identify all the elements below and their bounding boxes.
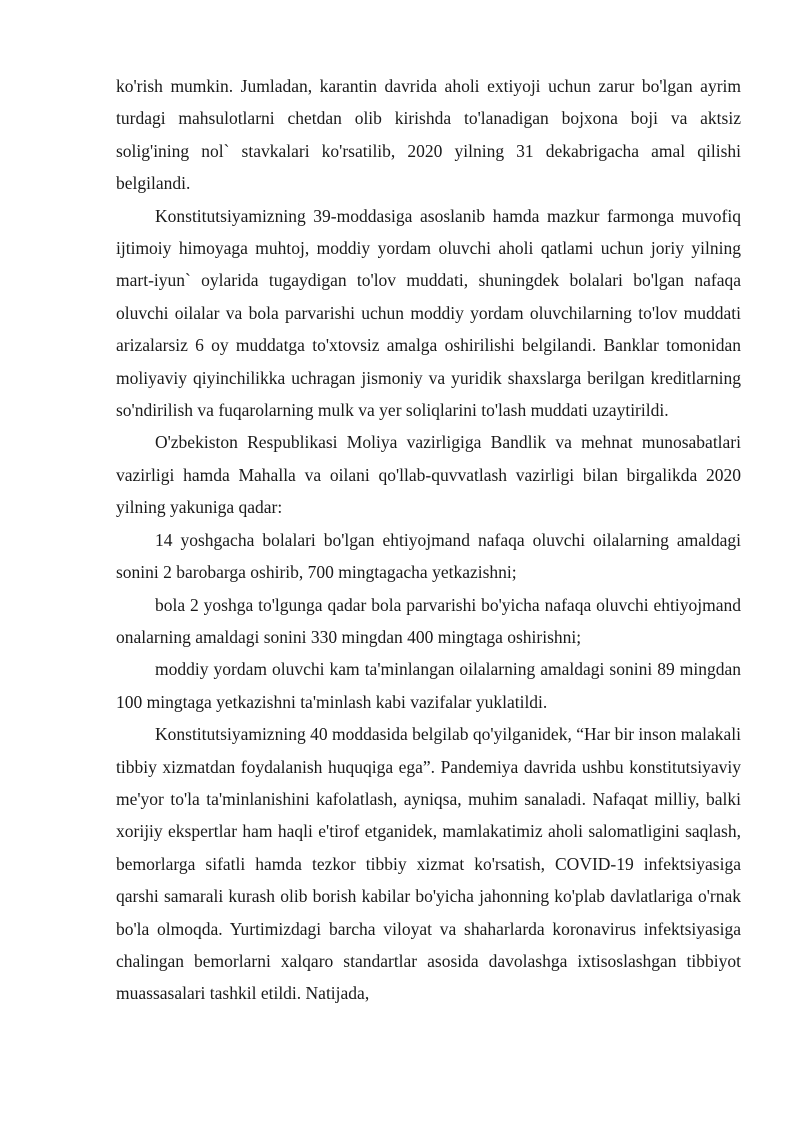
paragraph-constitution-article-39: Konstitutsiyamizning 39-moddasiga asoslanib hamda mazkur farmonga muvofiq ijtimoiy himoyaga muhtoj, moddiy yordam oluvchi aholi qatlami uchun joriy yilning mart-iyun` oylarida tugaydigan to'lov muddati, shuningdek bolalari bo'lgan nafaqa oluvchi oilalar va bola parvarishi uchun moddiy yordam oluvchilarning to'lov muddati arizalarsiz 6 oy muddatga to'xtovsiz amalga oshirilishi belgilandi. Banklar tomonidan moliyaviy qiyinchilikka uchragan jismoniy va yuridik shaxslarga berilgan kreditlarning so'ndirilish va fuqarolarning mulk va yer soliqlarini to'lash muddati uzaytirildi. [116, 205, 741, 421]
document-page [116, 70, 741, 1010]
paragraph-continuation: ko'rish mumkin. Jumladan, karantin davrida aholi extiyoji uchun zarur bo'lgan ayrim turdagi mahsulotlarni chetdan olib kirishda to'lanadigan bojxona boji va aktsiz solig'ining nol` stavkalari ko'rsatilib, 2020 yilning 31 dekabrigacha amal qilishi belgilandi. [116, 76, 741, 194]
paragraph-constitution-article-40: Konstitutsiyamizning 40 moddasida belgilab qo'yilganidek, “Har bir inson malakali tibbiy xizmatdan foydalanish huquqiga ega”. Pandemiya davrida ushbu konstitutsiyaviy me'yor to'la ta'minlanishini kafolatlash, ayniqsa, muhim sanaladi. Nafaqat milliy, balki xorijiy ekspertlar ham haqli e'tirof etganidek, mamlakatimiz aholi salomatligini saqlash, bemorlarga sifatli hamda tezkor tibbiy xizmat ko'rsatish, COVID-19 infektsiyasiga qarshi samarali kurash olib borish kabilar bo'yicha jahonning ko'plab davlatlariga o'rnak bo'la olmoqda. Yurtimizdagi barcha viloyat va shaharlarda koronavirus infektsiyasiga chalingan bemorlarni xalqaro standartlar asosida davolashga ixtisoslashgan tibbiyot muassasalari tashkil etildi. Natijada, [116, 724, 741, 1004]
list-item-low-income-families: moddiy yordam oluvchi kam ta'minlangan oilalarning amaldagi sonini 89 mingdan 100 mingtaga yetkazishni ta'minlash kabi vazifalar yuklatildi. [116, 659, 741, 712]
paragraph-ministry-of-finance: O'zbekiston Respublikasi Moliya vazirligiga Bandlik va mehnat munosabatlari vazirligi hamda Mahalla va oilani qo'llab-quvvatlash vazirligi bilan birgalikda 2020 yilning yakuniga qadar: [116, 432, 741, 518]
list-item-childcare-mothers: bola 2 yoshga to'lgunga qadar bola parvarishi bo'yicha nafaqa oluvchi ehtiyojmand onalarning amaldagi sonini 330 mingdan 400 mingtaga oshirishni; [116, 594, 741, 647]
list-item-families-with-children: 14 yoshgacha bolalari bo'lgan ehtiyojmand nafaqa oluvchi oilalarning amaldagi sonini 2 barobarga oshirib, 700 mingtagacha yetkazishni; [116, 529, 741, 583]
